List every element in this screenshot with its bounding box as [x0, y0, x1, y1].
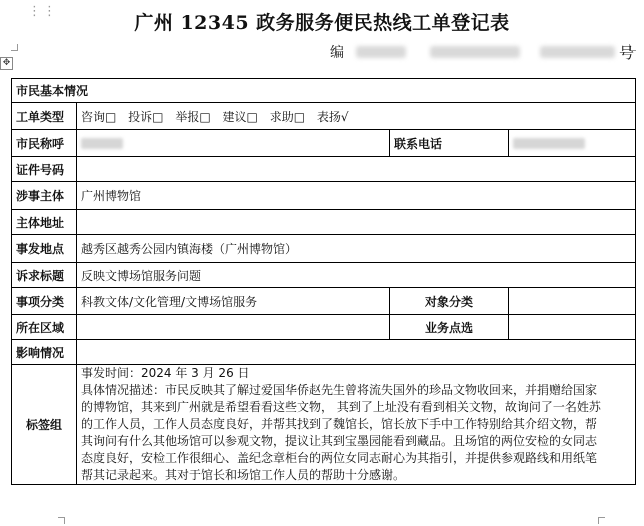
entity-address-value[interactable]	[77, 210, 636, 235]
margin-corner-mark	[58, 517, 65, 524]
redacted-text	[430, 46, 520, 58]
form-title: 广州 12345 政务服务便民热线工单登记表	[134, 12, 510, 34]
form-row	[12, 210, 636, 235]
field-label: 影响情况	[12, 340, 77, 365]
location-value[interactable]: 越秀区越秀公园内镇海楼（广州博物馆）	[77, 235, 636, 263]
field-label: 事项分类	[12, 288, 77, 315]
redacted-text	[540, 46, 615, 58]
field-label: 对象分类	[390, 288, 509, 315]
form-row	[12, 182, 636, 210]
form-row	[12, 263, 636, 288]
incident-date: 事发时间：2024 年 3 月 26 日	[81, 366, 250, 380]
field-label: 工单类型	[12, 103, 77, 130]
description-line: 态度良好，安检工作很细心、盖纪念章柜台的两位女同志耐心为其指引，并提供参观路线和用纸笔	[81, 451, 598, 465]
ticket-form-table	[11, 78, 636, 485]
phone-value[interactable]	[509, 130, 636, 157]
category-value[interactable]: 科教文体/文化管理/文博场馆服务	[77, 288, 390, 315]
form-row	[12, 288, 636, 315]
id-number-value[interactable]	[77, 157, 636, 182]
description-line: 的博物馆，其来到广州就是希望看看这些文物， 其到了上址没有看到相关文物，故询问了一名姓苏	[81, 400, 601, 414]
field-label: 涉事主体	[12, 182, 77, 210]
form-row	[12, 235, 636, 263]
field-label: 联系电话	[390, 130, 509, 157]
description-line: 其询问有什么其他场馆可以参观文物，提议让其到宝墨园能看到藏品。且场馆的两位安检的女同志	[81, 434, 598, 448]
ticket-type-option[interactable]: 投诉□	[128, 109, 164, 124]
form-row	[12, 130, 636, 157]
description-line: 帮其记录起来。其对于馆长和场馆工作人员的帮助十分感谢。	[81, 468, 406, 482]
table-move-handle-icon[interactable]: ✥	[0, 57, 13, 70]
form-row	[12, 157, 636, 182]
appeal-title-value[interactable]: 反映文博场馆服务问题	[77, 263, 636, 288]
field-label: 事发地点	[12, 235, 77, 263]
serial-number	[330, 40, 640, 64]
form-row	[12, 315, 636, 340]
business-point-value[interactable]	[509, 315, 636, 340]
field-label: 标签组	[12, 365, 77, 485]
margin-corner-mark	[11, 44, 18, 51]
field-label: 业务点选	[390, 315, 509, 340]
serial-suffix: 号	[618, 44, 634, 62]
redacted-text	[513, 138, 585, 149]
impact-value[interactable]	[77, 340, 636, 365]
redacted-text	[356, 46, 406, 58]
field-label: 主体地址	[12, 210, 77, 235]
form-row	[12, 103, 636, 130]
region-value[interactable]	[77, 315, 390, 340]
description-line: 具体情况描述：市民反映其了解过爱国华侨赵先生曾将流失国外的珍品文物收回来，并捐赠给国家	[81, 383, 598, 397]
form-row	[12, 340, 636, 365]
involved-entity-value[interactable]: 广州博物馆	[77, 182, 636, 210]
ticket-type-options	[77, 103, 636, 130]
serial-label: 编	[330, 45, 344, 61]
margin-corner-mark	[598, 517, 605, 524]
ticket-type-option[interactable]: 举报□	[175, 109, 211, 124]
ticket-type-option[interactable]: 求助□	[269, 109, 306, 124]
citizen-name-value[interactable]	[77, 130, 390, 157]
ticket-type-option[interactable]: 建议□	[222, 109, 258, 124]
drag-handle-icon[interactable]: ⋮⋮	[28, 4, 58, 19]
field-label: 诉求标题	[12, 263, 77, 288]
ticket-type-option[interactable]: 表扬√	[316, 109, 349, 124]
details-text[interactable]	[77, 365, 636, 485]
form-row	[12, 365, 636, 485]
description-line: 的工作人员，工作人员态度良好，并帮其找到了魏馆长，馆长放下手中工作特别给其介绍文物，帮	[81, 417, 598, 431]
section-row	[12, 79, 636, 103]
target-category-value[interactable]	[509, 288, 636, 315]
field-label: 市民称呼	[12, 130, 77, 157]
field-label: 证件号码	[12, 157, 77, 182]
section-header: 市民基本情况	[12, 79, 636, 103]
ticket-type-option[interactable]: 咨询□	[81, 109, 117, 124]
redacted-text	[81, 138, 123, 149]
field-label: 所在区域	[12, 315, 77, 340]
